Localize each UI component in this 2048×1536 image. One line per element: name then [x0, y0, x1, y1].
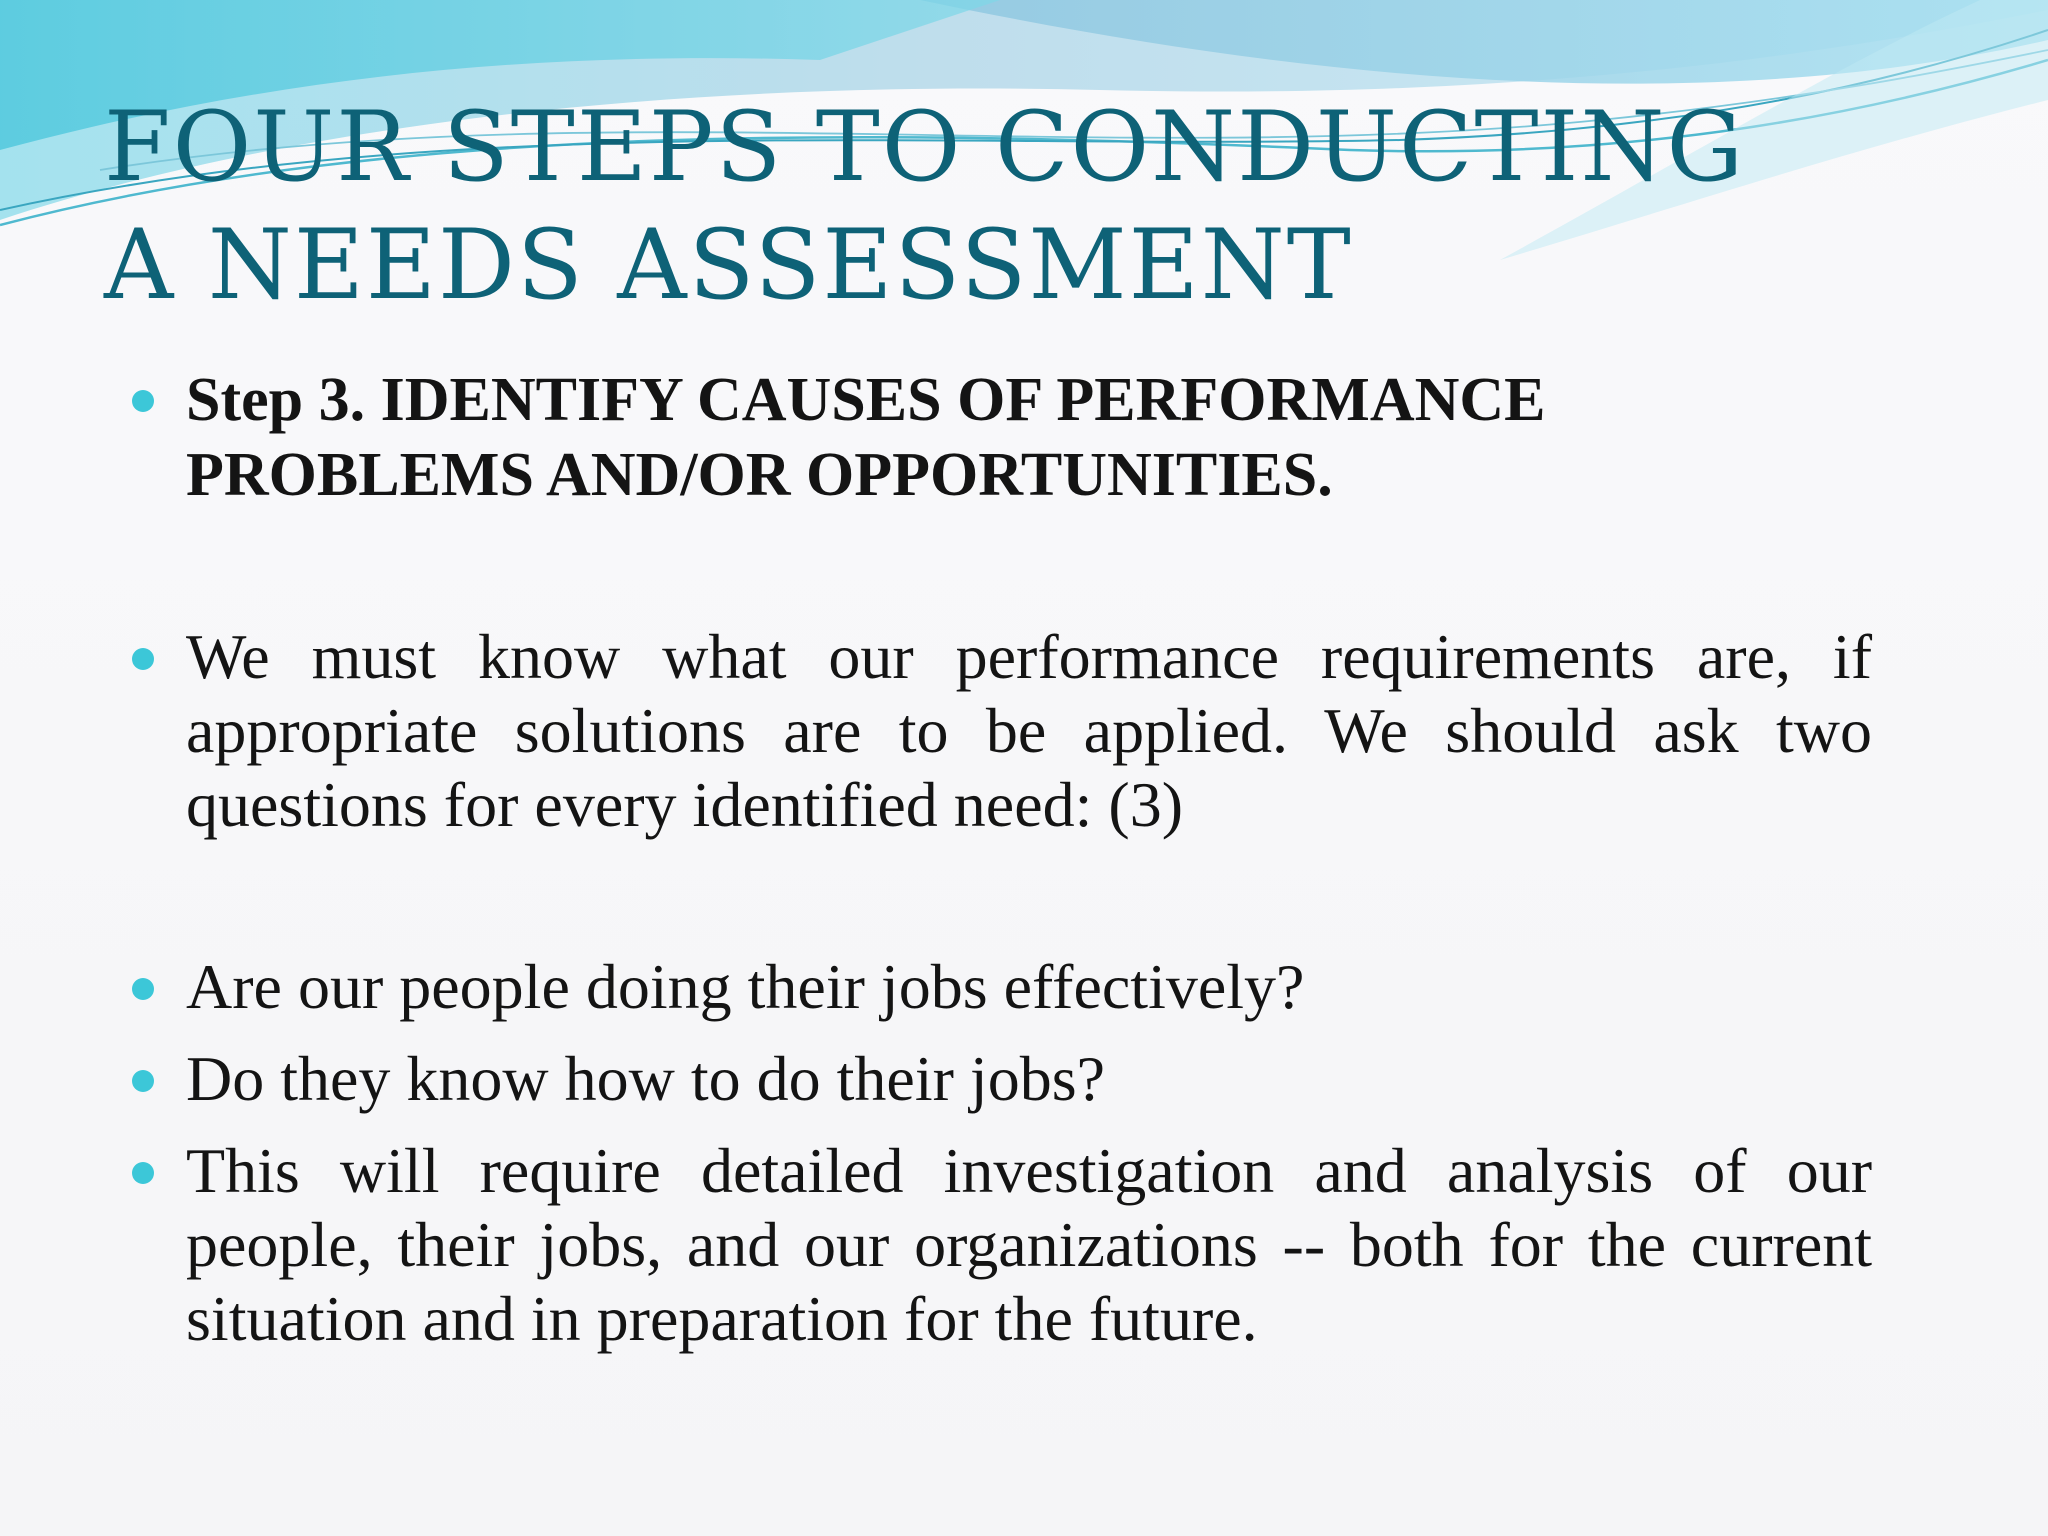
bullet-performance-requirements	[128, 620, 1872, 842]
slide-title: FOUR STEPS TO CONDUCTING A NEEDS ASSESSMENT	[104, 91, 1746, 321]
bullet-text: Do they know how to do their jobs?	[186, 1043, 1105, 1114]
bullet-marker-icon	[132, 1070, 154, 1092]
bullet-question-effectiveness	[128, 950, 1872, 1024]
bullet-text: We must know what our performance requirements are, if appropriate solutions are to be applied. We should ask two questions for every identified need: (3)	[186, 621, 1872, 840]
bullet-marker-icon	[132, 648, 154, 670]
bullet-question-knowledge	[128, 1042, 1872, 1116]
bullet-text: Step 3. IDENTIFY CAUSES OF PERFORMANCE PROBLEMS AND/OR OPPORTUNITIES.	[186, 366, 1546, 509]
bullet-list	[128, 362, 1872, 1356]
bullet-marker-icon	[132, 978, 154, 1000]
bullet-text: Are our people doing their jobs effectively?	[186, 951, 1305, 1022]
bullet-text: This will require detailed investigation and analysis of our people, their jobs, and our organizations -- both for the current situation and in preparation for the future.	[186, 1135, 1872, 1354]
bullet-marker-icon	[132, 1162, 154, 1184]
bullet-investigation	[128, 1134, 1872, 1356]
bullet-marker-icon	[132, 390, 154, 412]
bullet-step-3	[128, 362, 1872, 512]
